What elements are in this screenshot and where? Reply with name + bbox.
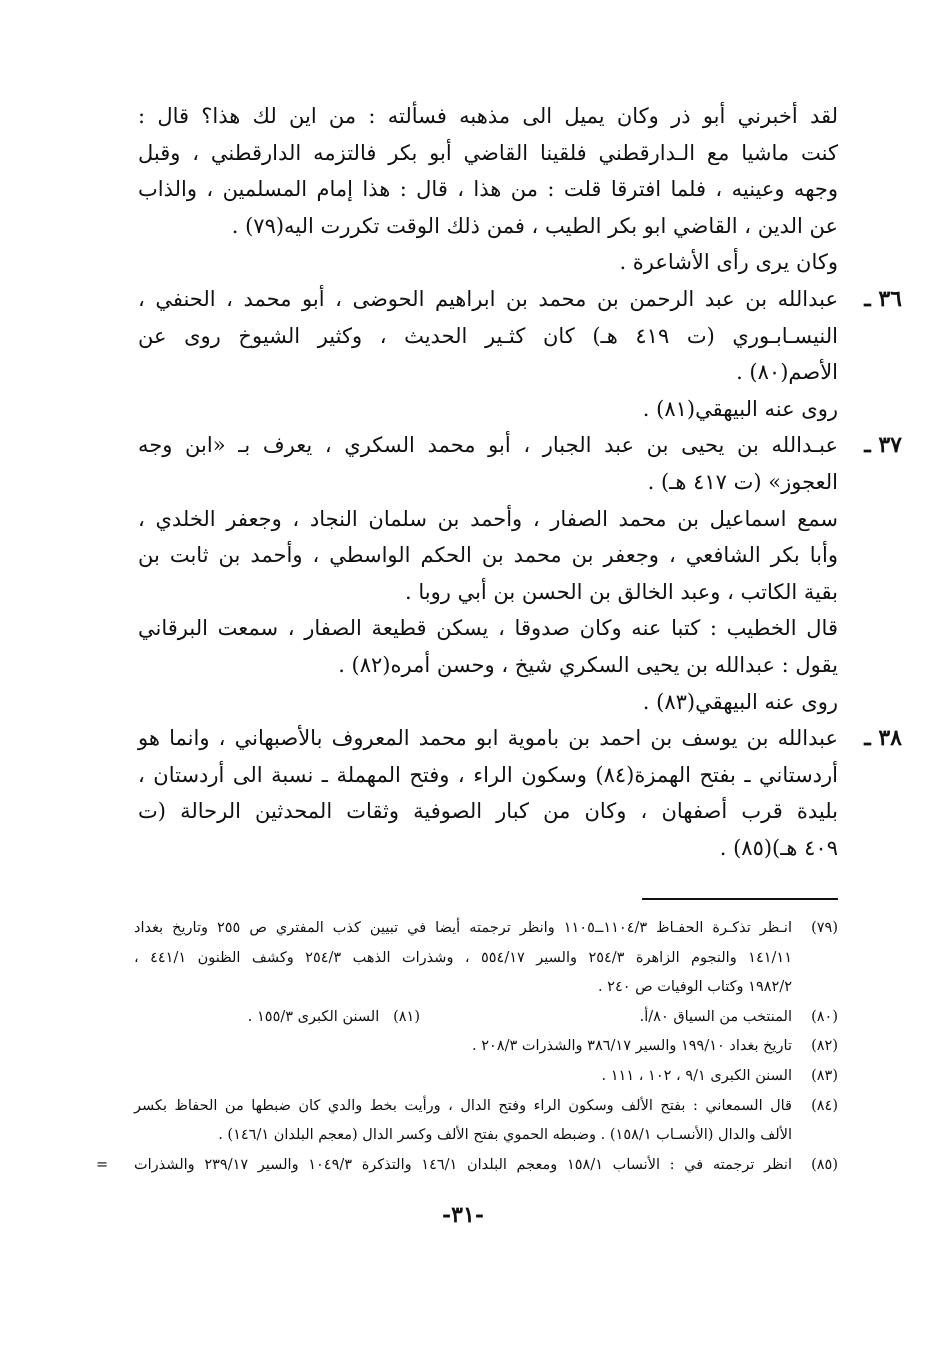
entry-text: عبدالله بن عبد الرحمن بن محمد بن ابراهيم الحوضى ، أبو محمد ، الحنفي ،: [138, 286, 838, 311]
footnote-number: (٧٩): [811, 920, 838, 936]
footnote-text: انظر ترجمته في : الأنساب ١٥٨/١ ومعجم البلدان ١٤٦/١ والتذكرة ١٠٤٩/٣ والسير ٢٣٩/١٧ والشذرات: [134, 1156, 792, 1173]
footnote-83: [134, 1062, 838, 1092]
text-line: النيسـابـوري (ت ٤١٩ هـ) كان كثـير الحديث ، وكثير الشيوخ روى عن: [138, 323, 838, 348]
text-line: يقول : عبدالله بن يحيى السكري شيخ ، وحسن أمره(٨٢) .: [338, 652, 838, 677]
footnote-text: ١٩٨٢/٢ وكتاب الوفيات ص ٢٤٠ .: [597, 979, 792, 996]
footnote-number: (٨٣): [811, 1067, 838, 1084]
footnote-text: انـظر تذكـرة الحفـاظ ١١٠٤/٣ــ١١٠٥ وانظر ترجمته أيضا في تبيين كذب المفتري ص ٢٥٥ وتاريخ بغداد: [134, 920, 792, 936]
entry-text: عبـدالله بن يحيى بن عبد الجبار ، أبو محمد السكري ، يعرف بـ «ابن وجه: [138, 433, 838, 458]
footnote-number: (٨٢): [811, 1038, 838, 1055]
text-line: أردستاني ـ بفتح الهمزة(٨٤) وسكون الراء ، وفتح المهملة ـ نسبة الى أردستان ،: [138, 762, 838, 787]
footnotes: [96, 914, 838, 1180]
entry-text: عبدالله بن يوسف بن احمد بن باموية ابو محمد المعروف بالأصبهاني ، وانما هو: [138, 726, 838, 751]
text-line: لقد أخبرني أبو ذر وكان يميل الى مذهبه فسألته : من اين لك هذا؟ قال :: [138, 104, 838, 128]
footnote-82: [134, 1032, 838, 1062]
text-line: قال الخطيب : كتبا عنه وكان صدوقا ، يسكن قطيعة الصفار ، سمعت البرقاني: [138, 616, 838, 641]
text-line: بليدة قرب أصفهان ، وكان من كبار الصوفية وثقات المحدثين الرحالة (ت: [138, 799, 838, 824]
footnote-text: الألف والدال (الأنسـاب ١٥٨/١) . وضبطه الحموي بفتح الألف وكسر الدال (معجم البلدان ١٤٦/١) .: [218, 1127, 792, 1144]
main-text: [138, 98, 902, 866]
entry-number: ٣٧ ـ: [864, 432, 902, 459]
entry-number: ٣٦ ـ: [864, 285, 902, 312]
footnote-80-81: [134, 1003, 838, 1033]
footnote-text: المنتخب من السياق ٨٠/أ.: [639, 1008, 792, 1025]
footnote-number: (٨١): [393, 1008, 420, 1025]
text-line: بقية الكاتب ، وعبد الخالق بن الحسن بن أبي روبا .: [405, 579, 838, 604]
entry-38-line: [138, 720, 902, 757]
footnote-84-cont: [134, 1121, 838, 1151]
entry-number: ٣٨ ـ: [864, 725, 902, 752]
text-line: العجوز» (ت ٤١٧ هـ) .: [647, 469, 838, 494]
footnote-divider: [642, 898, 838, 900]
footnote-number: (٨٤): [811, 1097, 838, 1114]
text-line: كنت ماشيا مع الـدارقطني فلقينا القاضي أبو بكر فالتزمه الدارقطني ، وقبل: [138, 140, 838, 165]
footnote-number: (٨٠): [811, 1008, 838, 1025]
footnote-79: [134, 914, 838, 944]
entry-37-line: [138, 427, 902, 464]
footnote-number: (٨٥): [811, 1156, 838, 1173]
text-line: وجهه وعينيه ، فلما افترقا قلت : من هذا ، قال : هذا إمام المسلمين ، والذاب: [138, 177, 838, 202]
footnote-text: قال السمعاني : بفتح الألف وسكون الراء وفتح الدال ، ورأيت بخط والدي كان ضبطها من الحفاظ بكسر: [134, 1097, 792, 1114]
text-line: روى عنه البيهقي(٨١) .: [642, 396, 838, 421]
text-line: روى عنه البيهقي(٨٣) .: [642, 689, 838, 714]
footnote-81: [248, 1003, 420, 1033]
footnote-text: السنن الكبرى ٩/١ ، ١٠٢ ، ١١١ .: [601, 1067, 792, 1084]
continuation-mark: =: [96, 1156, 109, 1173]
text-line: وأبا بكر الشافعي ، وجعفر بن محمد بن الحكم الواسطي ، وأحمد بن ثابت بن: [138, 543, 838, 568]
text-line: الأصم(٨٠) .: [736, 360, 838, 385]
entry-36-line: [138, 281, 902, 318]
text-line: سمع اسماعيل بن محمد الصفار ، وأحمد بن سلمان النجاد ، وجعفر الخلدي ،: [138, 506, 838, 531]
footnote-85: [96, 1151, 838, 1181]
footnote-84: [134, 1092, 838, 1122]
text-line: وكان يرى رأى الأشاعرة .: [619, 250, 838, 275]
footnote-79-cont: [134, 973, 838, 1003]
text-line: ٤٠٩ هـ)(٨٥) .: [719, 835, 838, 860]
text-line: عن الدين ، القاضي ابو بكر الطيب ، فمن ذلك الوقت تكررت اليه(٧٩) .: [231, 213, 838, 238]
footnote-text: السنن الكبرى ١٥٥/٣ .: [247, 1008, 380, 1025]
footnote-text: تاريخ بغداد ١٩٩/١٠ والسير ٣٨٦/١٧ والشذرات ٢٠٨/٣ .: [471, 1038, 792, 1055]
footnote-79-cont: [134, 944, 838, 974]
page-number: -٣١-: [442, 1202, 484, 1228]
footnote-text: ١٤١/١١ والنجوم الزاهرة ٢٥٤/٣ والسير ٥٥٤/١٧ ، وشذرات الذهب ٢٥٤/٣ وكشف الظنون ٤٤١/١ ،: [134, 949, 792, 966]
